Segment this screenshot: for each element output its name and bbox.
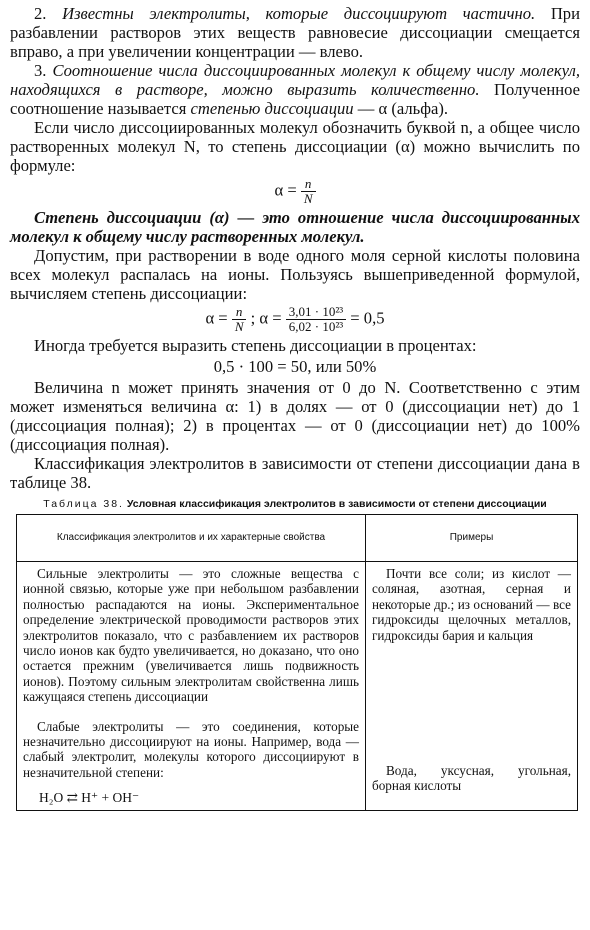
formula-example-denominator-value: 6,02 · 10²³: [288, 319, 344, 334]
formula-alpha-numerator: n: [301, 177, 316, 192]
item-2-lead: Известны электролиты, которые диссоциируют частично.: [62, 4, 536, 23]
table-header-row: [17, 515, 578, 562]
table-caption-title: Условная классификация электролитов в зависимости от степени диссоциации: [126, 498, 547, 510]
table-caption: [10, 498, 580, 510]
water-dissociation-equation: H₂O ⇄ H⁺ + OH⁻: [39, 790, 140, 806]
formula-alpha-denominator: N: [303, 191, 313, 206]
formula-percent: 0,5 · 100 = 50, или 50%: [213, 357, 377, 376]
percent-paragraph: Иногда требуется выразить степень диссоциации в процентах:: [34, 336, 477, 355]
item-3-term: степенью диссоциации: [190, 99, 354, 118]
classification-table: [16, 514, 578, 811]
formula-example-numerator-n: n: [232, 305, 247, 320]
item-3-paragraph: [10, 61, 580, 118]
item-2-paragraph: [10, 4, 580, 61]
weak-electrolytes-examples: Вода, уксусная, угольная, борная кислоты: [372, 763, 571, 794]
formula-alpha: [10, 177, 580, 206]
formula-example-denominator-n: N: [234, 319, 244, 334]
formula-example-fraction-numeric: [286, 305, 346, 334]
formula-alpha-fraction: [301, 177, 316, 206]
table-row: [17, 562, 578, 811]
table-header-examples: Примеры: [366, 515, 578, 562]
strong-electrolytes-text: Сильные электролиты — это сложные вещества с ионной связью, которые уже при небольшом разбавлении полностью распадаются на ионы. Экспериментальное определение электрической проводимости растворов этих электролитов показало, что с разбавлением их растворов число ионов как будто увеличивается, но доказано, что оно остается прежним (увеличивается лишь подвижность ионов). Поэтому сильным электролитам свойственна лишь кажущаяся степень диссоциации: [23, 566, 359, 705]
range-paragraph: Величина n может принять значения от 0 до N. Соответственно с этим может изменяться величина α: 1) в долях — от 0 (диссоциации нет) до 1 (диссоциация полная); 2) в процентах — от 0 (диссоциации нет) до 100% (диссоциация полная).: [10, 378, 580, 454]
item-3-tail: — α (альфа).: [357, 99, 449, 118]
formula-example: [10, 305, 580, 334]
formula-intro-paragraph: Если число диссоциированных молекул обозначить буквой n, а общее число растворенных молекул N, то степень диссоциации (α) можно вычислить по формуле:: [10, 118, 580, 175]
table-header-classification: Классификация электролитов и их характерные свойства: [17, 515, 366, 562]
item-2-rest: При разбавлении растворов этих веществ равновесие диссоциации смещается вправо, а при увеличении концентрации — влево.: [10, 4, 580, 61]
formula-example-fraction-symbolic: [232, 305, 247, 334]
table-cell-classification: [17, 562, 366, 811]
table-cell-examples: [366, 562, 578, 811]
formula-example-numerator-value: 3,01 · 10²³: [286, 305, 346, 320]
formula-example-separator: ; α =: [250, 308, 282, 328]
strong-electrolytes-examples: Почти все соли; из кислот — соляная, азотная, серная и некоторые др.; из оснований — все гидроксиды щелочных металлов, гидроксиды бария и кальция: [372, 566, 571, 643]
formula-alpha-lhs: α =: [274, 180, 297, 200]
weak-electrolytes-text: Слабые электролиты — это соединения, которые незначительно диссоциируют на ионы. Например, вода — слабый электролит, молекулы которого диссоциируют в незначительной степени:: [23, 718, 359, 780]
item-3-mid: Полученное соотношение называется: [10, 80, 580, 118]
table-reference-paragraph: Классификация электролитов в зависимости от степени диссоциации дана в таблице 38.: [10, 454, 580, 492]
definition-paragraph: Степень диссоциации (α) — это отношение числа диссоциированных молекул к общему числу растворенных молекул.: [10, 208, 580, 246]
item-3-number: 3.: [34, 61, 47, 80]
formula-example-result: = 0,5: [350, 308, 385, 328]
item-2-number: 2.: [34, 4, 47, 23]
table-caption-label: Таблица 38.: [43, 498, 124, 510]
example-paragraph: Допустим, при растворении в воде одного моля серной кислоты половина всех молекул распалась на ионы. Пользуясь вышеприведенной формулой, вычисляем степень диссоциации:: [10, 246, 580, 303]
formula-example-lhs: α =: [205, 308, 228, 328]
item-3-lead: Соотношение числа диссоциированных молекул к общему числу молекул, находящихся в растворе, можно выразить количественно.: [10, 61, 580, 99]
